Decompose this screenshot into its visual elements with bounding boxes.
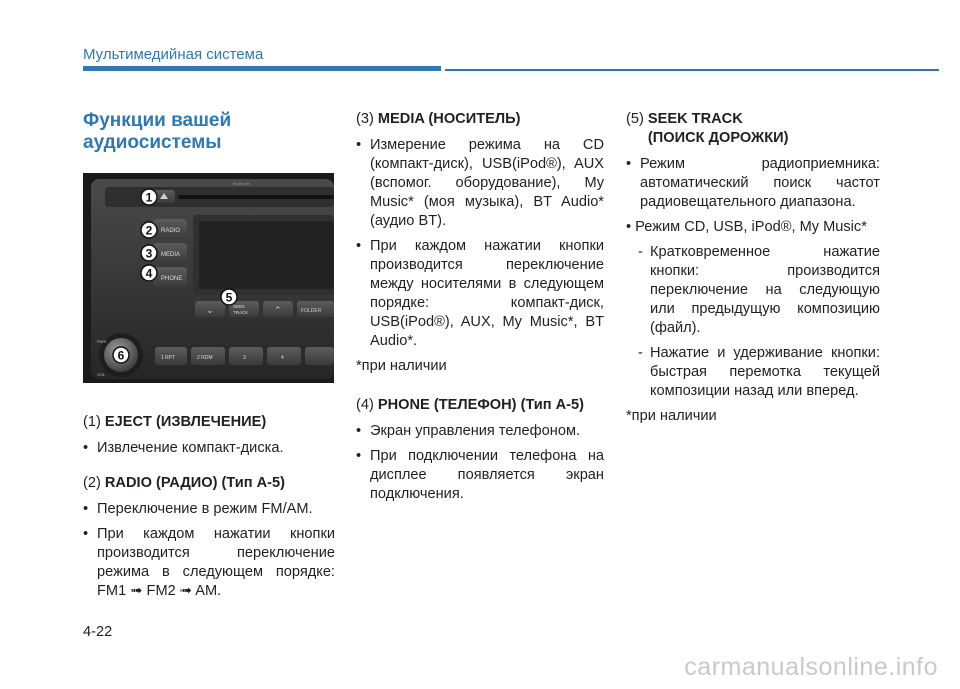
item-seek-sub-1: - Кратковременное нажатие кнопки: производится переключение на следующую или предыдущую композицию (файл). [626,243,880,338]
svg-text:1: 1 [145,190,153,205]
item-radio-bullet-2: • При каждом нажатии кнопки производится переключение режима в следующем порядке: FM1 ➟ FM2 ➟ AM. [83,525,335,601]
callout-5 [221,289,237,305]
header-title: Мультимедийная система [83,46,264,63]
item-eject-bullet: • Извлечение компакт-диска. [83,439,335,458]
callout-6 [113,347,129,363]
callout-1 [141,189,157,205]
pwr-label: PWR [97,339,107,344]
item-seek-heading: (5) SEEK TRACK (ПОИСК ДОРОЖКИ) [626,111,789,146]
item-radio-bullet-1: • Переключение в режим FM/AM. [83,500,335,519]
svg-text:3: 3 [145,246,153,261]
phone-button-label: PHONE [161,276,183,282]
media-button-label: MEDIA [161,252,181,258]
svg-text:2: 2 [145,223,153,238]
page-number: 4-22 [83,624,113,640]
preset-1-label: 1 RPT [161,355,176,361]
item-phone-bullet-2: • При подключении телефона на дисплее появляется экран подключения. [356,447,604,504]
item-seek-bullet-2: • Режим CD, USB, iPod®, My Music* [626,219,867,235]
item-seek-bullet-1: • Режим радиоприемника: автоматический поиск частот радиовещательного диапазона. [626,155,880,212]
folder-label: FOLDER [301,308,322,314]
item-phone-bullet-1: • Экран управления телефоном. [356,422,604,441]
item-media-bullet-1: • Измерение режима на CD (компакт-диск), USB(iPod®), AUX (вспомог. оборудование), My Music* (моя музыка), BT Audio* (аудио BT). [356,136,604,231]
vol-label: VOL [97,372,106,377]
preset-3-label: 3 [243,355,246,361]
preset-2-label: 2 RDM [197,355,213,361]
svg-text:5: 5 [225,290,233,305]
svg-text:4: 4 [145,266,153,281]
item-seek-note: *при наличии [626,408,717,424]
header-bar-thin [445,69,939,71]
preset-4-label: 4 [281,355,284,361]
item-phone-heading: (4) PHONE (ТЕЛЕФОН) (Тип A-5) [356,397,585,413]
callout-4 [141,265,157,281]
bluetooth-label: Bluetooth [233,181,250,186]
section-title: Функции вашей аудиосистемы [83,110,232,153]
seek-label-1: SEEK [233,304,246,309]
seek-label-2: TRACK [233,310,249,315]
item-seek-sub-2: - Нажатие и удерживание кнопки: быстрая перемотка текущей композиции назад или вперед. [626,344,880,401]
callout-3 [141,245,157,261]
watermark: carmanualsonline.info [684,653,938,681]
column-right [626,110,880,436]
audio-panel-image [83,173,334,383]
svg-text:6: 6 [117,348,125,363]
column-middle [356,110,604,510]
radio-button-label: RADIO [161,228,181,234]
callout-2 [141,222,157,238]
item-radio-heading: (2) RADIO (РАДИО) (Тип A-5) [83,475,285,491]
header-bar-thick [83,66,441,71]
chevron-down-icon: ⌄ [206,305,214,315]
column-left [83,413,335,607]
item-media-bullet-2: • При каждом нажатии кнопки производится переключение между носителями в следующем порядке: компакт-диск, USB(iPod®), AUX, My Music*, BT Audio*. [356,237,604,351]
item-media-heading: (3) MEDIA (НОСИТЕЛЬ) [356,111,521,127]
item-eject-heading: (1) EJECT (ИЗВЛЕЧЕНИЕ) [83,414,267,430]
chevron-up-icon: ⌃ [274,305,282,315]
item-media-note: *при наличии [356,358,447,374]
audio-panel-illustration [83,173,334,383]
